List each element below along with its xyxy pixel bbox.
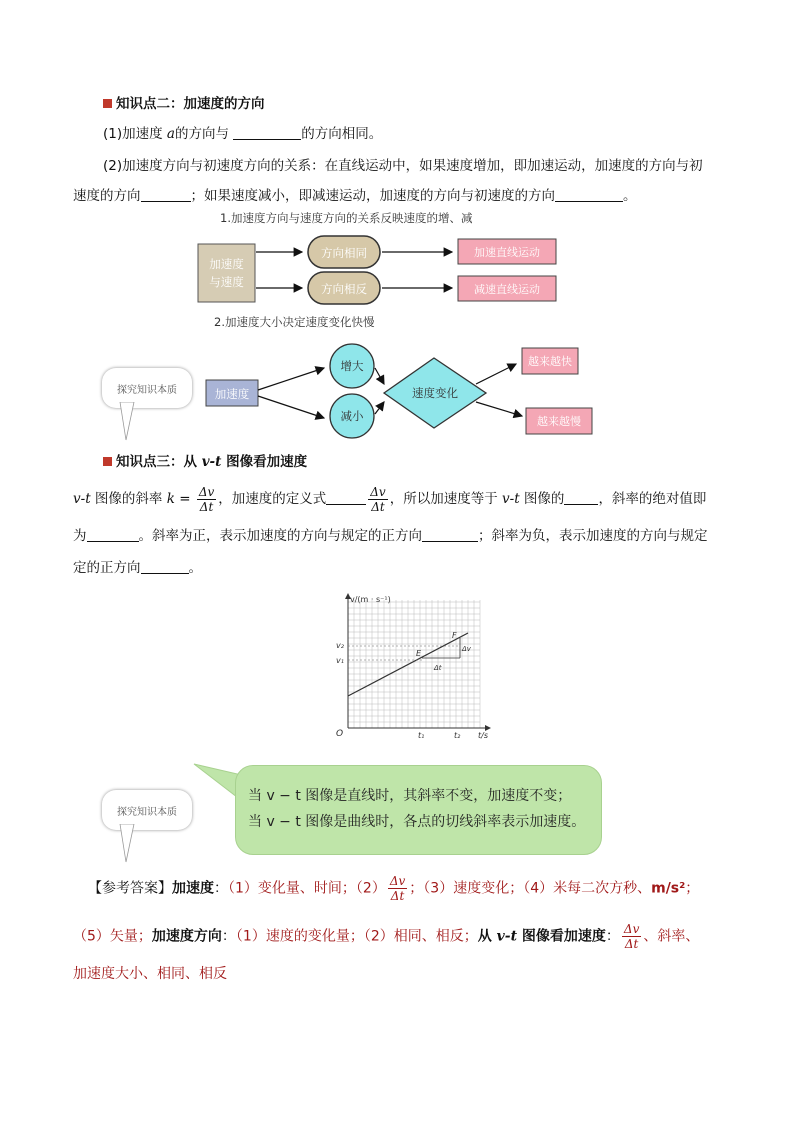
- bullet-square-icon: [103, 457, 112, 466]
- svg-text:速度变化: 速度变化: [412, 386, 458, 400]
- svg-text:越来越快: 越来越快: [528, 355, 572, 368]
- answer-blank[interactable]: [87, 528, 139, 542]
- graph-grid: [348, 600, 480, 728]
- callout-line1: 当 v − t 图像是直线时，其斜率不变，加速度不变；: [248, 788, 572, 804]
- bullet-square-icon: [103, 99, 112, 108]
- svg-text:越来越慢: 越来越慢: [537, 415, 581, 428]
- question-1: (1)加速度 a的方向与 的方向相同。: [103, 126, 383, 142]
- diagram2-title: 2.加速度大小决定速度变化快慢: [214, 315, 375, 329]
- slope-fraction: $\frac{\Delta v}{\Delta t}$: [198, 484, 215, 514]
- svg-text:方向相反: 方向相反: [321, 282, 367, 296]
- dt-label: Δt: [434, 664, 442, 672]
- section3-heading: 知识点三：从 v-t 图像看加速度: [103, 452, 307, 472]
- bubble-tail-2: [118, 824, 138, 864]
- definition-fraction: $\frac{\Delta v}{\Delta t}$: [370, 484, 386, 514]
- section3-para-line3: 定的正方向 。: [73, 560, 202, 576]
- callout-line2: 当 v − t 图像是曲线时，各点的切线斜率表示加速度。: [248, 814, 586, 830]
- x-axis-label: t/s: [478, 731, 488, 740]
- answer-fraction-2: $\frac{\Delta v}{\Delta t}$: [623, 922, 640, 951]
- answer-line2: （5）矢量；加速度方向：（1）速度的变化量；（2）相同、相反；从 v-t 图像看加速度： $\frac{\Delta v}{\Delta t}$ 、斜率、: [73, 922, 700, 951]
- answer-fraction-1: $\frac{\Delta v}{\Delta t}$: [389, 874, 406, 903]
- explore-bubble-2: 探究知识本质: [102, 790, 192, 830]
- vt-graph: [330, 588, 500, 740]
- answer-blank[interactable]: [141, 188, 191, 202]
- point-f-label: F: [452, 631, 457, 640]
- t1-label: t₁: [418, 731, 425, 740]
- svg-text:方向相同: 方向相同: [321, 246, 367, 260]
- answer-blank[interactable]: [141, 560, 189, 574]
- diagram1-left-line1: 加速度: [209, 257, 244, 271]
- answer-blank[interactable]: [233, 126, 301, 140]
- answer-blank[interactable]: [564, 491, 598, 505]
- answer-blank[interactable]: [555, 188, 623, 202]
- svg-text:加速度: 加速度: [214, 387, 250, 401]
- diagram1-left-box: [198, 244, 255, 302]
- point-e-label: E: [416, 649, 422, 658]
- svg-text:减小: 减小: [340, 409, 364, 423]
- bubble-tail-1: [118, 402, 138, 442]
- section2-heading: 知识点二：加速度的方向: [103, 94, 265, 114]
- svg-text:减速直线运动: 减速直线运动: [474, 283, 540, 296]
- diagram1-left-line2: 与速度: [209, 275, 244, 289]
- answer-blank[interactable]: [326, 491, 366, 505]
- dv-label: Δv: [462, 645, 471, 653]
- svg-text:增大: 增大: [340, 359, 364, 373]
- y-axis-label: v/(m · s⁻¹): [350, 595, 391, 604]
- answer-line1: 【参考答案】加速度：（1）变化量、时间；（2） $\frac{\Delta v}{\Delta t}$ ；（3）速度变化；（4）米每二次方秒、m/s²；: [88, 874, 700, 903]
- diagram1-title: 1.加速度方向与速度方向的关系反映速度的增、减: [220, 211, 473, 225]
- answer-line3: 加速度大小、相同、相反: [73, 966, 227, 982]
- question-2-line1: (2)加速度方向与初速度方向的关系：在直线运动中，如果速度增加，即加速运动，加速度的方向与初: [103, 158, 703, 174]
- diagram-magnitude: [200, 340, 600, 440]
- v2-label: v₂: [336, 641, 344, 650]
- diagram-direction-relation: [190, 208, 570, 316]
- origin-label: O: [336, 729, 344, 739]
- section3-para-line2: 为 。斜率为正，表示加速度的方向与规定的正方向 ；斜率为负，表示加速度的方向与规定: [73, 528, 708, 544]
- section3-para-line1: v-t 图像的斜率 k = $\frac{\Delta v}{\Delta t}$ ，加速度的定义式 $\frac{\Delta v}{\Delta t}$ ，所以加速度等于 v-t 图像的 ，斜率的绝对值即: [73, 484, 707, 514]
- question-2-line2: 速度的方向 ；如果速度减小，即减速运动，加速度的方向与初速度的方向 。: [73, 188, 637, 204]
- callout-bubble: [235, 765, 602, 855]
- svg-text:加速直线运动: 加速直线运动: [474, 246, 540, 259]
- explore-bubble-1: 探究知识本质: [102, 368, 192, 408]
- answer-blank[interactable]: [422, 528, 478, 542]
- t2-label: t₂: [454, 731, 461, 740]
- v1-label: v₁: [336, 656, 344, 665]
